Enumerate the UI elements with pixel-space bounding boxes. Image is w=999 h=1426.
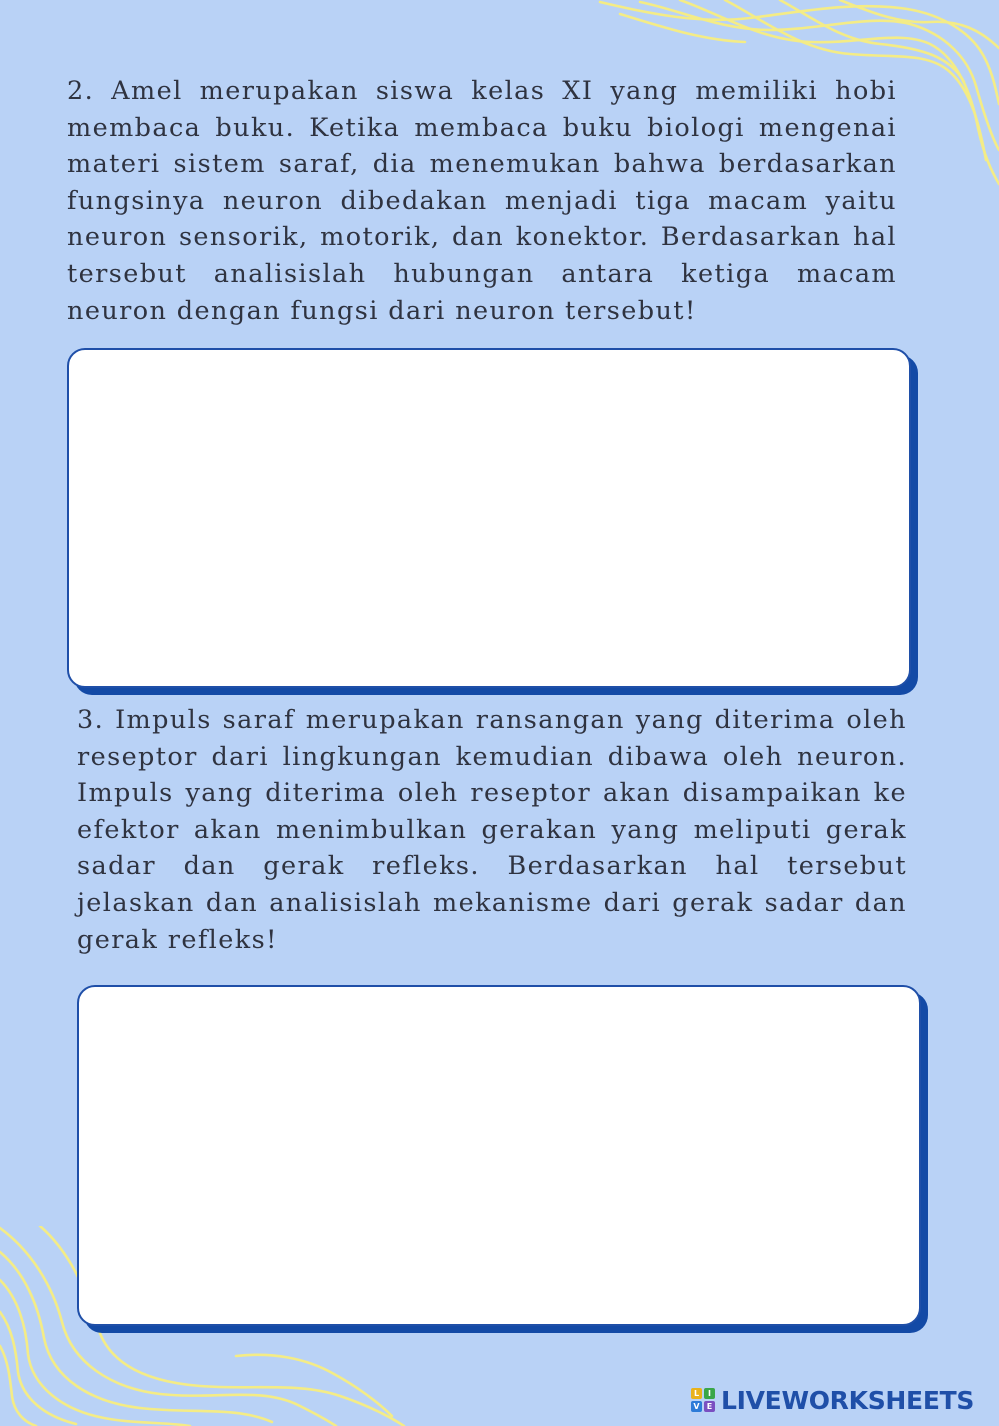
logo-letter-e: E [704,1401,715,1412]
liveworksheets-branding [691,1384,974,1416]
question-2-text: 2. Amel merupakan siswa kelas XI yang memiliki hobi membaca buku. Ketika membaca buku biologi mengenai materi sistem saraf, dia menemukan bahwa berdasarkan fungsinya neuron dibedakan menjadi tiga macam yaitu neuron sensorik, motorik, dan konektor. Berdasarkan hal tersebut analisislah hubungan antara ketiga macam neuron dengan fungsi dari neuron tersebut! [67,76,897,326]
logo-letter-i: I [704,1388,715,1399]
answer-box-question-2[interactable] [67,348,911,688]
liveworksheets-wordmark: LIVEWORKSHEETS [721,1385,975,1415]
logo-letter-l: L [691,1388,702,1399]
question-3-text: 3. Impuls saraf merupakan ransangan yang diterima oleh reseptor dari lingkungan kemudian dibawa oleh neuron. Impuls yang diterima oleh reseptor akan disampaikan ke efektor akan menimbulkan gerakan yang meliputi gerak sadar dan gerak refleks. Berdasarkan hal tersebut jelaskan dan analisislah mekanisme dari gerak sadar dan gerak refleks! [77,705,907,955]
logo-letter-v: V [691,1401,702,1412]
answer-box-question-3[interactable] [77,985,921,1326]
liveworksheets-logo-icon [691,1388,715,1412]
